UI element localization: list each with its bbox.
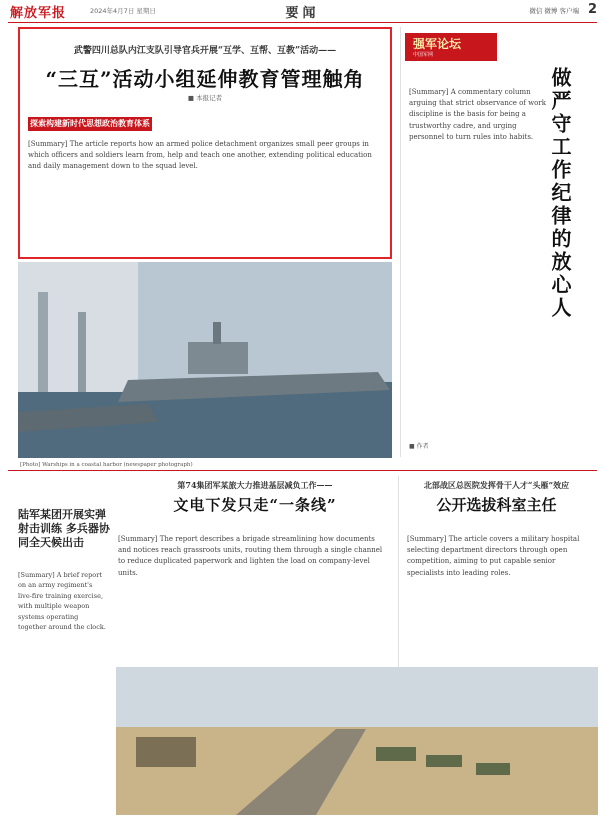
left-summary: [Summary] A brief report on an army regiment's live-fire training exercise, with multiple weapon systems operating together around the clock. xyxy=(18,571,106,631)
opinion-column xyxy=(400,27,593,457)
center-kicker: 第74集团军某旅大力推进基层减负工作—— xyxy=(177,480,333,490)
feature-section-tag: 探索构建新时代思想政治教育体系 xyxy=(28,117,152,131)
center-headline: 文电下发只走“一条线” xyxy=(173,496,337,514)
feature-kicker: 武警四川总队内江支队引导官兵开展“互学、互帮、互教”活动—— xyxy=(73,46,337,56)
right-summary: [Summary] The article covers a military hospital selecting department directors through open competition, aiming to put capable senior specialists into leading roles. xyxy=(407,535,580,577)
section-divider xyxy=(8,470,597,471)
feature-byline: ■ 本报记者 xyxy=(187,94,223,102)
page-number: 2 xyxy=(587,2,597,17)
center-summary: [Summary] The report describes a brigade streamlining how documents and notices reach grassroots units, routing them through a single channel to reduce duplicated paperwork and lighten the load on company-level units. xyxy=(118,535,383,577)
opinion-author: ■ 作者 xyxy=(409,443,429,450)
harbor-warships-photo xyxy=(18,262,392,458)
newspaper-logo: 解放军报 xyxy=(10,6,67,21)
right-kicker: 北部战区总医院发挥骨干人才“头雁”效应 xyxy=(423,480,570,490)
right-headline: 公开选拔科室主任 xyxy=(436,496,557,514)
feature-article xyxy=(18,27,392,259)
masthead-links: 微信 微博 客户端 xyxy=(529,7,579,15)
issue-date: 2024年4月7日 星期日 xyxy=(90,7,156,15)
opinion-banner xyxy=(405,33,497,61)
section-title: 要闻 xyxy=(285,6,320,21)
opinion-subtitle: 中国军网 xyxy=(413,52,434,58)
harbor-warships-image xyxy=(18,262,392,458)
feature-headline: “三互”活动小组延伸教育管理触角 xyxy=(45,67,365,91)
masthead xyxy=(0,0,605,22)
feature-summary: [Summary] The article reports how an armed police detachment organizes small peer groups in which officers and soldiers learn from, help and teach one another, extending political education and daily management down to the squad level. xyxy=(28,140,372,171)
opinion-logo: 强军论坛 xyxy=(413,37,462,51)
military-vehicles-image xyxy=(116,667,598,815)
photo-caption: [Photo] Warships in a coastal harbor (newspaper photograph) xyxy=(20,462,193,468)
opinion-summary: [Summary] A commentary column arguing that strict observance of work discipline is the basis for being a trustworthy cadre, and urging personnel to turn rules into habits. xyxy=(409,88,546,141)
opinion-headline: 做严守工作纪律的放心人 xyxy=(548,67,572,320)
masthead-rule xyxy=(8,22,597,23)
left-article xyxy=(18,480,110,820)
vehicles-photo xyxy=(116,667,598,815)
left-headline: 陆军某团开展实弹射击训练 多兵器协同全天候出击 xyxy=(18,508,110,549)
